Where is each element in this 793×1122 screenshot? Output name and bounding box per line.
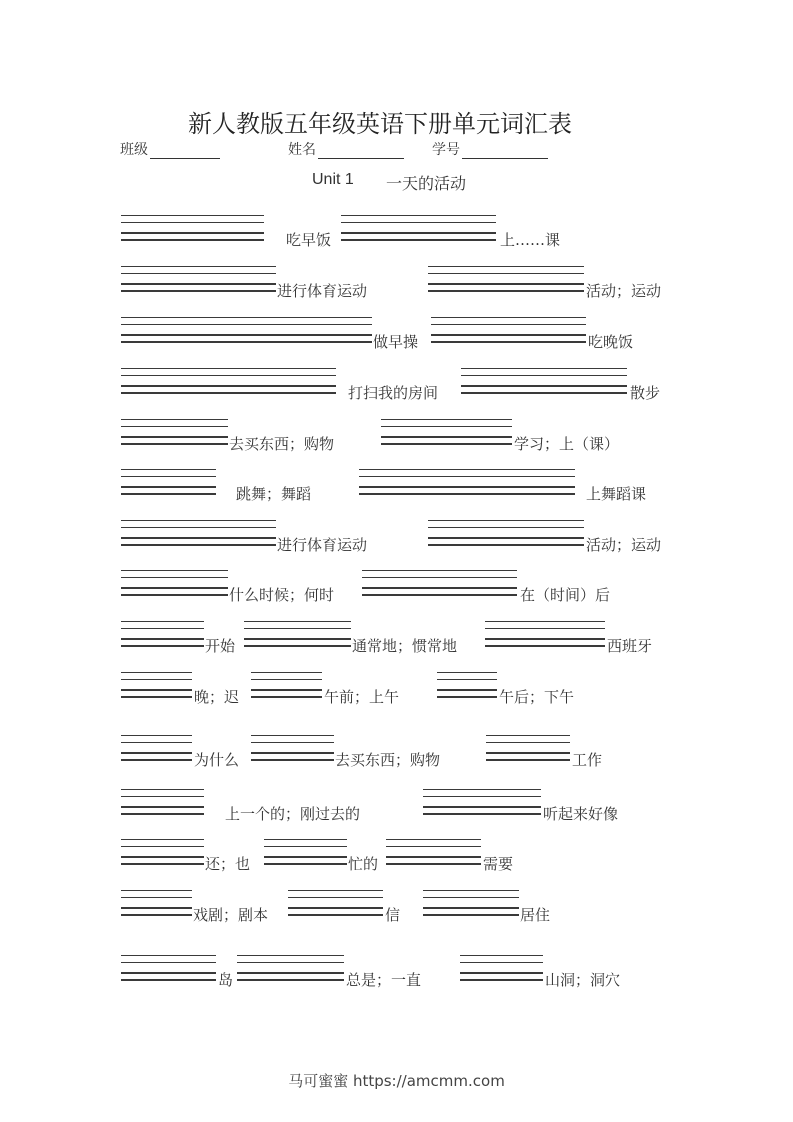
writing-line[interactable] <box>437 696 497 698</box>
writing-line <box>121 672 192 673</box>
vocab-meaning: 吃早饭 <box>286 231 332 249</box>
vocab-meaning: 山洞；洞穴 <box>545 971 621 989</box>
writing-line[interactable] <box>460 972 543 974</box>
writing-line[interactable] <box>460 979 543 981</box>
vocab-row <box>0 955 793 995</box>
writing-line[interactable] <box>288 914 383 916</box>
vocab-row <box>0 735 793 775</box>
vocab-meaning: 居住 <box>520 906 551 924</box>
writing-line[interactable] <box>428 290 584 292</box>
writing-line[interactable] <box>431 334 586 336</box>
writing-line[interactable] <box>386 863 481 865</box>
writing-line[interactable] <box>121 493 216 495</box>
vocab-meaning: 为什么 <box>194 751 240 769</box>
vocab-row <box>0 368 793 408</box>
vocab-meaning: 活动；运动 <box>586 282 662 300</box>
vocab-row <box>0 266 793 306</box>
writing-line <box>423 796 541 797</box>
writing-line[interactable] <box>251 752 334 754</box>
class-blank[interactable] <box>150 144 220 159</box>
writing-line <box>460 955 543 956</box>
page-title: 新人教版五年级英语下册单元词汇表 <box>188 110 572 138</box>
writing-line <box>264 846 347 847</box>
writing-line[interactable] <box>381 443 512 445</box>
name-label: 姓名 <box>288 142 316 158</box>
writing-line[interactable] <box>423 907 519 909</box>
writing-line <box>359 476 575 477</box>
vocab-row <box>0 419 793 459</box>
writing-line[interactable] <box>121 239 264 241</box>
writing-line[interactable] <box>251 689 322 691</box>
writing-line[interactable] <box>121 392 336 394</box>
writing-line[interactable] <box>121 544 276 546</box>
writing-line <box>244 621 351 622</box>
class-field <box>120 141 220 159</box>
student-id-label: 学号 <box>432 142 460 158</box>
writing-line <box>341 222 496 223</box>
writing-line[interactable] <box>486 759 570 761</box>
writing-line[interactable] <box>121 587 228 589</box>
vocab-meaning: 学习；上（课） <box>514 435 620 453</box>
writing-line <box>237 955 344 956</box>
vocab-meaning: 跳舞；舞蹈 <box>236 485 312 503</box>
writing-line[interactable] <box>121 696 192 698</box>
writing-line <box>381 419 512 420</box>
vocab-meaning: 忙的 <box>348 855 379 873</box>
vocab-row <box>0 839 793 879</box>
writing-line[interactable] <box>288 907 383 909</box>
writing-line <box>121 266 276 267</box>
vocab-meaning: 活动；运动 <box>586 536 662 554</box>
writing-line[interactable] <box>121 486 216 488</box>
writing-line <box>121 789 204 790</box>
writing-line <box>121 469 216 470</box>
vocab-row <box>0 890 793 930</box>
vocab-meaning: 通常地；惯常地 <box>352 637 458 655</box>
writing-line[interactable] <box>121 537 276 539</box>
writing-line[interactable] <box>121 979 216 981</box>
class-label: 班级 <box>120 142 148 158</box>
writing-line[interactable] <box>423 813 541 815</box>
writing-line <box>251 679 322 680</box>
writing-line <box>386 839 481 840</box>
writing-line[interactable] <box>428 544 584 546</box>
writing-line[interactable] <box>362 587 517 589</box>
writing-line[interactable] <box>121 638 204 640</box>
writing-line <box>121 955 216 956</box>
writing-line <box>121 375 336 376</box>
writing-line[interactable] <box>121 443 228 445</box>
writing-line[interactable] <box>461 392 627 394</box>
writing-line <box>431 317 586 318</box>
name-field <box>288 141 404 159</box>
writing-line <box>121 419 228 420</box>
writing-line[interactable] <box>423 806 541 808</box>
vocab-meaning: 什么时候；何时 <box>229 586 335 604</box>
writing-line[interactable] <box>431 341 586 343</box>
writing-line[interactable] <box>121 334 372 336</box>
writing-line[interactable] <box>121 645 204 647</box>
writing-line[interactable] <box>251 759 334 761</box>
vocab-meaning: 晚；迟 <box>194 688 240 706</box>
writing-line[interactable] <box>251 696 322 698</box>
writing-line[interactable] <box>237 972 344 974</box>
vocab-meaning: 工作 <box>572 751 603 769</box>
writing-line[interactable] <box>264 863 347 865</box>
writing-line[interactable] <box>121 594 228 596</box>
vocab-row <box>0 317 793 357</box>
vocab-meaning: 西班牙 <box>607 637 653 655</box>
writing-line <box>437 679 497 680</box>
writing-line[interactable] <box>359 486 575 488</box>
writing-line[interactable] <box>121 914 192 916</box>
vocab-meaning: 午前；上午 <box>324 688 400 706</box>
writing-line <box>121 368 336 369</box>
writing-line[interactable] <box>362 594 517 596</box>
writing-line <box>121 520 276 521</box>
writing-line[interactable] <box>423 914 519 916</box>
name-blank[interactable] <box>318 144 404 159</box>
writing-line <box>121 962 216 963</box>
writing-line[interactable] <box>121 341 372 343</box>
writing-line[interactable] <box>381 436 512 438</box>
writing-line <box>486 742 570 743</box>
writing-line <box>121 273 276 274</box>
vocab-meaning: 午后；下午 <box>499 688 575 706</box>
writing-line[interactable] <box>121 813 204 815</box>
writing-line <box>423 897 519 898</box>
writing-line <box>121 426 228 427</box>
writing-line <box>121 839 204 840</box>
writing-line <box>341 215 496 216</box>
writing-line[interactable] <box>244 645 351 647</box>
vocab-row <box>0 520 793 560</box>
vocab-meaning: 上……课 <box>500 231 561 249</box>
writing-line[interactable] <box>486 752 570 754</box>
writing-line <box>121 222 264 223</box>
writing-line <box>121 679 192 680</box>
writing-line <box>485 621 605 622</box>
writing-line <box>461 375 627 376</box>
vocab-meaning: 开始 <box>205 637 236 655</box>
writing-line <box>121 570 228 571</box>
writing-line <box>264 839 347 840</box>
vocab-meaning: 信 <box>385 906 401 924</box>
writing-line <box>288 890 383 891</box>
writing-line[interactable] <box>386 856 481 858</box>
writing-line <box>428 273 584 274</box>
writing-line[interactable] <box>237 979 344 981</box>
writing-line <box>121 735 192 736</box>
vocab-meaning: 岛 <box>218 971 234 989</box>
writing-line <box>121 621 204 622</box>
writing-line[interactable] <box>485 645 605 647</box>
writing-line <box>121 577 228 578</box>
writing-line <box>437 672 497 673</box>
vocab-meaning: 上一个的；刚过去的 <box>225 805 361 823</box>
writing-line <box>386 846 481 847</box>
vocab-meaning: 总是；一直 <box>346 971 422 989</box>
writing-line <box>362 570 517 571</box>
writing-line[interactable] <box>428 537 584 539</box>
writing-line <box>251 735 334 736</box>
vocab-meaning: 需要 <box>483 855 514 873</box>
unit-name: 一天的活动 <box>386 174 467 193</box>
writing-line <box>244 628 351 629</box>
vocab-row <box>0 469 793 509</box>
writing-line <box>381 426 512 427</box>
writing-line <box>237 962 344 963</box>
vocab-row <box>0 672 793 712</box>
writing-line <box>431 324 586 325</box>
writing-line <box>428 527 584 528</box>
writing-line[interactable] <box>341 232 496 234</box>
writing-line <box>288 897 383 898</box>
writing-line <box>121 846 204 847</box>
writing-line[interactable] <box>121 290 276 292</box>
writing-line[interactable] <box>121 436 228 438</box>
writing-line[interactable] <box>437 689 497 691</box>
vocab-row <box>0 789 793 829</box>
writing-line <box>121 628 204 629</box>
vocab-meaning: 去买东西；购物 <box>335 751 441 769</box>
writing-line[interactable] <box>485 638 605 640</box>
writing-line[interactable] <box>121 759 192 761</box>
writing-line <box>461 368 627 369</box>
writing-line[interactable] <box>121 385 336 387</box>
vocab-meaning: 还；也 <box>205 855 251 873</box>
vocab-meaning: 做早操 <box>373 333 419 351</box>
writing-line <box>423 789 541 790</box>
writing-line <box>428 266 584 267</box>
writing-line[interactable] <box>341 239 496 241</box>
writing-line <box>362 577 517 578</box>
writing-line <box>359 469 575 470</box>
vocab-row <box>0 570 793 610</box>
vocab-meaning: 进行体育运动 <box>277 282 368 300</box>
writing-line[interactable] <box>121 806 204 808</box>
vocab-meaning: 上舞蹈课 <box>586 485 647 503</box>
writing-line[interactable] <box>428 283 584 285</box>
writing-line <box>121 796 204 797</box>
writing-line <box>485 628 605 629</box>
writing-line <box>428 520 584 521</box>
writing-line[interactable] <box>121 907 192 909</box>
vocab-meaning: 听起来好像 <box>543 805 619 823</box>
writing-line <box>121 317 372 318</box>
vocab-row <box>0 621 793 661</box>
writing-line[interactable] <box>121 752 192 754</box>
footer-watermark: 马可蜜蜜 https://amcmm.com <box>288 1072 505 1090</box>
writing-line[interactable] <box>359 493 575 495</box>
writing-line[interactable] <box>121 863 204 865</box>
writing-line[interactable] <box>121 689 192 691</box>
writing-line <box>121 476 216 477</box>
writing-line <box>486 735 570 736</box>
vocab-meaning: 去买东西；购物 <box>229 435 335 453</box>
writing-line <box>121 742 192 743</box>
writing-line <box>251 742 334 743</box>
unit-number: Unit 1 <box>312 171 354 188</box>
writing-line[interactable] <box>121 232 264 234</box>
writing-line <box>423 890 519 891</box>
writing-line[interactable] <box>121 856 204 858</box>
writing-line <box>121 324 372 325</box>
writing-line[interactable] <box>121 972 216 974</box>
student-id-field <box>432 141 548 159</box>
student-id-blank[interactable] <box>462 144 548 159</box>
vocab-meaning: 吃晚饭 <box>588 333 634 351</box>
vocab-meaning: 打扫我的房间 <box>348 384 439 402</box>
vocab-meaning: 在（时间）后 <box>520 586 611 604</box>
vocab-row <box>0 215 793 255</box>
writing-line[interactable] <box>121 283 276 285</box>
writing-line <box>121 215 264 216</box>
writing-line[interactable] <box>461 385 627 387</box>
writing-line[interactable] <box>264 856 347 858</box>
writing-line[interactable] <box>244 638 351 640</box>
writing-line <box>251 672 322 673</box>
writing-line <box>460 962 543 963</box>
writing-line <box>121 897 192 898</box>
vocab-meaning: 戏剧；剧本 <box>193 906 269 924</box>
writing-line <box>121 890 192 891</box>
vocab-meaning: 散步 <box>630 384 661 402</box>
writing-line <box>121 527 276 528</box>
vocab-meaning: 进行体育运动 <box>277 536 368 554</box>
